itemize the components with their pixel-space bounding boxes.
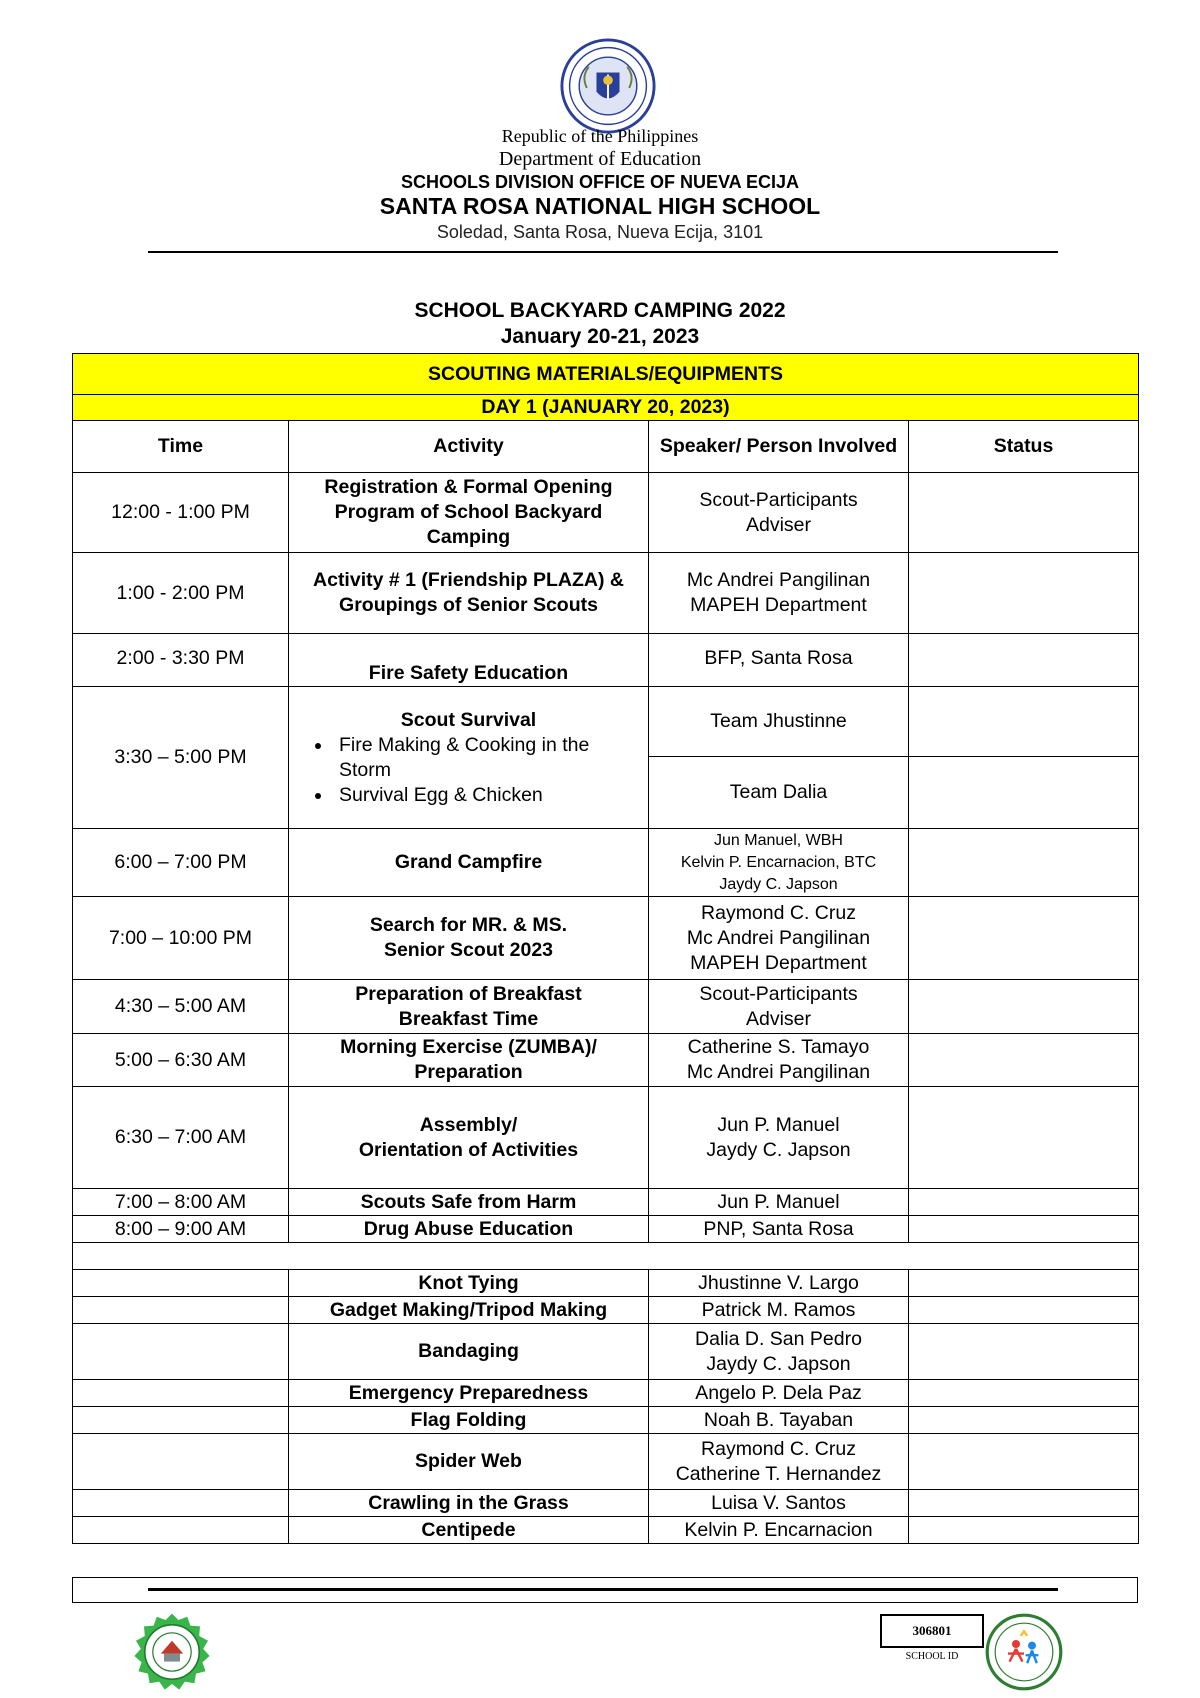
activity-line: Preparation	[414, 1061, 523, 1083]
status-cell	[909, 1434, 1139, 1490]
activity-cell	[289, 1034, 649, 1087]
status-cell	[909, 1270, 1139, 1297]
activity-cell: Emergency Preparedness	[289, 1380, 649, 1407]
speaker-cell	[649, 1324, 909, 1380]
event-dates: January 20-21, 2023	[500, 325, 700, 348]
speaker-cell: Jun P. Manuel	[649, 1189, 909, 1216]
speaker-line: Jun Manuel, WBH	[714, 831, 843, 849]
activity-cell: Drug Abuse Education	[289, 1216, 649, 1243]
time-cell	[73, 1517, 289, 1544]
time-cell: 8:00 – 9:00 AM	[73, 1216, 289, 1243]
separator-row	[73, 1243, 1139, 1270]
speaker-line: MAPEH Department	[690, 951, 867, 974]
speaker-cell	[649, 473, 909, 553]
activity-cell: Scouts Safe from Harm	[289, 1189, 649, 1216]
speaker-line: BFP, Santa Rosa	[704, 647, 853, 669]
table-row	[73, 1324, 1139, 1380]
speaker-line: Catherine S. Tamayo	[687, 1036, 870, 1058]
time-cell	[73, 1270, 289, 1297]
speaker-cell: Angelo P. Dela Paz	[649, 1380, 909, 1407]
time-cell: 5:00 – 6:30 AM	[73, 1034, 289, 1087]
list-item: • Fire Making & Cooking in the Storm	[333, 733, 644, 783]
status-cell	[909, 1297, 1139, 1324]
table-row	[73, 1216, 1139, 1243]
deped-seal-icon	[560, 38, 656, 134]
status-cell	[909, 687, 1139, 757]
schedule-table	[72, 353, 1139, 1544]
table-row	[73, 1087, 1139, 1189]
time-cell	[73, 1297, 289, 1324]
school-address: Soledad, Santa Rosa, Nueva Ecija, 3101	[436, 222, 764, 242]
speaker-line: MAPEH Department	[690, 594, 867, 616]
school-seal-icon	[132, 1612, 212, 1692]
status-cell	[909, 634, 1139, 687]
activity-cell	[289, 897, 649, 980]
speaker-cell: Noah B. Tayaban	[649, 1407, 909, 1434]
speaker-cell: Jhustinne V. Largo	[649, 1270, 909, 1297]
activity-cell: Registration & Formal Opening Program of School Backyard Camping	[289, 473, 649, 553]
activity-cell: Crawling in the Grass	[289, 1490, 649, 1517]
speaker-line: Jaydy C. Japson	[719, 875, 838, 893]
status-cell	[909, 1216, 1139, 1243]
activity-line: Senior Scout 2023	[383, 939, 554, 961]
speaker-line: Raymond C. Cruz	[701, 1437, 856, 1460]
speaker-line: Raymond C. Cruz	[701, 901, 856, 924]
speaker-cell: Team Dalia	[649, 757, 909, 829]
table-row	[73, 1490, 1139, 1517]
table-row	[73, 473, 1139, 553]
school-id-box: 306801	[880, 1614, 984, 1648]
activity-line: Orientation of Activities	[358, 1138, 579, 1161]
day-banner-row	[73, 395, 1139, 421]
speaker-cell: Team Jhustinne	[649, 687, 909, 757]
speaker-cell	[649, 1087, 909, 1189]
table-row	[73, 687, 1139, 757]
table-row	[73, 829, 1139, 897]
activity-cell: Activity # 1 (Friendship PLAZA) & Groupings of Senior Scouts	[289, 553, 649, 634]
table-row	[73, 1297, 1139, 1324]
speaker-line: Jun P. Manuel	[717, 1113, 840, 1136]
speaker-cell	[649, 980, 909, 1034]
activity-cell: Fire Safety Education	[289, 634, 649, 687]
activity-list	[293, 733, 644, 808]
time-cell	[73, 1380, 289, 1407]
event-title: SCHOOL BACKYARD CAMPING 2022	[414, 299, 786, 322]
status-cell	[909, 473, 1139, 553]
table-row	[73, 1407, 1139, 1434]
table-row	[73, 980, 1139, 1034]
activity-cell	[289, 980, 649, 1034]
table-row	[73, 553, 1139, 634]
activity-cell: Grand Campfire	[289, 829, 649, 897]
speaker-line: Adviser	[745, 513, 812, 536]
time-cell: 6:00 – 7:00 PM	[73, 829, 289, 897]
speaker-line: Kelvin P. Encarnacion, BTC	[680, 853, 877, 871]
speaker-line: Jaydy C. Japson	[706, 1352, 851, 1375]
time-cell: 7:00 – 10:00 PM	[73, 897, 289, 980]
activity-line: Morning Exercise (ZUMBA)/	[340, 1036, 597, 1058]
speaker-line: Dalia D. San Pedro	[695, 1327, 862, 1350]
speaker-cell	[649, 1434, 909, 1490]
speaker-cell	[649, 829, 909, 897]
activity-cell: Spider Web	[289, 1434, 649, 1490]
activity-cell: Centipede	[289, 1517, 649, 1544]
speaker-cell	[649, 1034, 909, 1087]
activity-cell: Knot Tying	[289, 1270, 649, 1297]
speaker-line: Adviser	[745, 1007, 812, 1030]
status-cell	[909, 897, 1139, 980]
status-cell	[909, 980, 1139, 1034]
table-row	[73, 1380, 1139, 1407]
table-row	[73, 1189, 1139, 1216]
speaker-line: Jaydy C. Japson	[706, 1138, 851, 1161]
time-cell: 2:00 - 3:30 PM	[73, 634, 289, 687]
status-cell	[909, 1034, 1139, 1087]
time-cell: 7:00 – 8:00 AM	[73, 1189, 289, 1216]
status-cell	[909, 757, 1139, 829]
status-cell	[909, 1324, 1139, 1380]
status-cell	[909, 1087, 1139, 1189]
time-cell: 4:30 – 5:00 AM	[73, 980, 289, 1034]
footer-divider	[148, 1588, 1058, 1591]
column-header-time: Time	[73, 421, 289, 473]
table-row	[73, 1517, 1139, 1544]
activity-line: Preparation of Breakfast	[355, 982, 582, 1005]
header-divider	[148, 251, 1058, 253]
activity-line: Assembly/	[419, 1113, 518, 1136]
division-line: SCHOOLS DIVISION OFFICE OF NUEVA ECIJA	[400, 172, 800, 192]
activity-line: Search for MR. & MS.	[369, 914, 568, 936]
speaker-cell	[649, 634, 909, 687]
speaker-cell: Kelvin P. Encarnacion	[649, 1517, 909, 1544]
time-cell	[73, 1324, 289, 1380]
speaker-line: Mc Andrei Pangilinan	[686, 926, 871, 949]
time-cell	[73, 1490, 289, 1517]
speaker-line: Mc Andrei Pangilinan	[686, 569, 871, 591]
time-cell: 12:00 - 1:00 PM	[73, 473, 289, 553]
speaker-line: Catherine T. Hernandez	[675, 1462, 882, 1485]
time-cell: 3:30 – 5:00 PM	[73, 687, 289, 829]
time-cell: 6:30 – 7:00 AM	[73, 1087, 289, 1189]
time-cell: 1:00 - 2:00 PM	[73, 553, 289, 634]
status-cell	[909, 1407, 1139, 1434]
table-banner-row	[73, 354, 1139, 395]
speaker-cell: Luisa V. Santos	[649, 1490, 909, 1517]
school-id-label: SCHOOL ID	[905, 1651, 959, 1662]
status-cell	[909, 1189, 1139, 1216]
table-row	[73, 634, 1139, 687]
speaker-cell	[649, 897, 909, 980]
status-cell	[909, 1380, 1139, 1407]
column-header-speaker: Speaker/ Person Involved	[649, 421, 909, 473]
day-banner: DAY 1 (JANUARY 20, 2023)	[73, 395, 1139, 421]
activity-title: Scout Survival	[400, 708, 537, 731]
speaker-line: Scout-Participants	[699, 982, 858, 1005]
activity-cell: Bandaging	[289, 1324, 649, 1380]
school-name: SANTA ROSA NATIONAL HIGH SCHOOL	[379, 193, 821, 219]
time-cell	[73, 1407, 289, 1434]
column-header-status: Status	[909, 421, 1139, 473]
table-row	[73, 1434, 1139, 1490]
activity-cell	[289, 1087, 649, 1189]
status-cell	[909, 1517, 1139, 1544]
speaker-line: Scout-Participants	[699, 488, 858, 511]
table-row	[73, 897, 1139, 980]
column-header-row	[73, 421, 1139, 473]
table-row	[73, 1034, 1139, 1087]
activity-cell: Flag Folding	[289, 1407, 649, 1434]
separator-cell	[73, 1243, 1139, 1270]
status-cell	[909, 1490, 1139, 1517]
list-item: • Survival Egg & Chicken	[333, 783, 644, 808]
activity-cell: Gadget Making/Tripod Making	[289, 1297, 649, 1324]
division-logo-icon	[984, 1612, 1064, 1692]
column-header-activity: Activity	[289, 421, 649, 473]
speaker-cell: Patrick M. Ramos	[649, 1297, 909, 1324]
speaker-line: Mc Andrei Pangilinan	[686, 1061, 871, 1083]
time-cell	[73, 1434, 289, 1490]
table-row	[73, 1270, 1139, 1297]
activity-line: Breakfast Time	[398, 1007, 539, 1030]
speaker-cell: PNP, Santa Rosa	[649, 1216, 909, 1243]
activity-cell	[289, 687, 649, 829]
status-cell	[909, 829, 1139, 897]
status-cell	[909, 553, 1139, 634]
materials-banner: SCOUTING MATERIALS/EQUIPMENTS	[73, 354, 1139, 395]
department-line: Department of Education	[498, 148, 702, 170]
republic-line: Republic of the Philippines	[501, 126, 699, 146]
speaker-cell	[649, 553, 909, 634]
